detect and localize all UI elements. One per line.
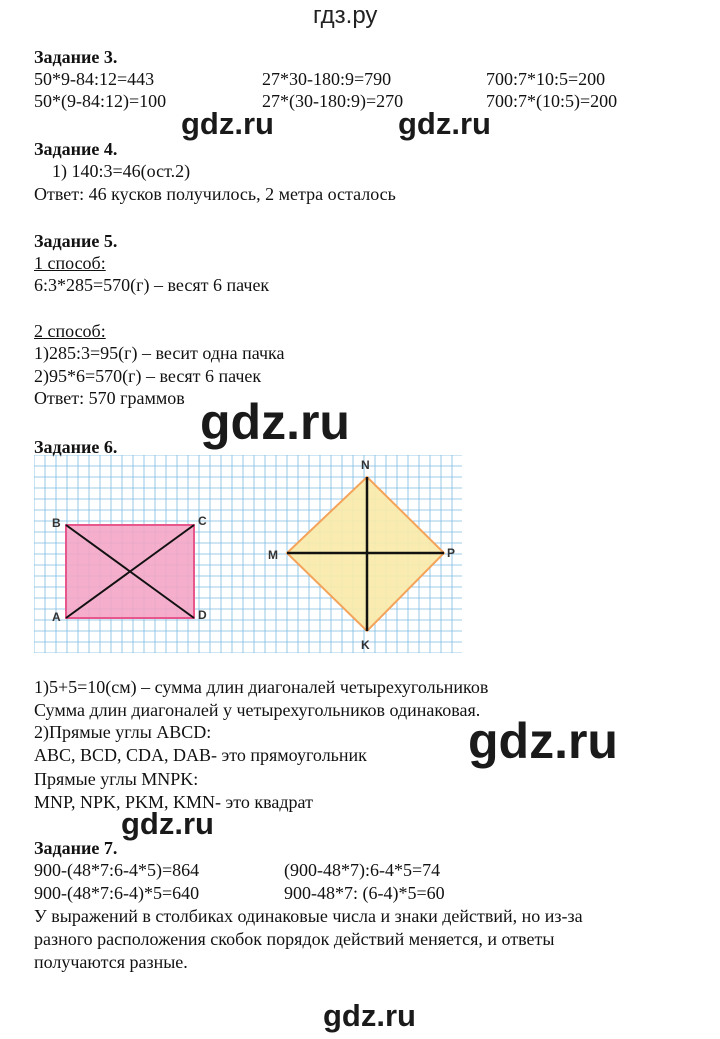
task3-expr-1-2: 27*30-180:9=790: [262, 69, 392, 89]
task6-line1: 1)5+5=10(см) – сумма длин диагоналей четырехугольников: [34, 677, 489, 697]
watermark: gdz.ru: [323, 998, 416, 1033]
task6-title: Задание 6.: [34, 437, 118, 457]
task4-step: 1) 140:3=46(ост.2): [52, 161, 191, 181]
task6-line4: ABC, BCD, CDA, DAB- это прямоугольник: [34, 745, 367, 765]
site-header: гдз.ру: [313, 2, 378, 29]
task7-text-2: разного расположения скобок порядок действий меняется, и ответы: [34, 929, 555, 949]
geometry-figure: [34, 455, 462, 653]
task5-way2-line1: 1)285:3=95(г) – весит одна пачка: [34, 343, 285, 363]
watermark: gdz.ru: [468, 713, 618, 769]
watermark: gdz.ru: [200, 394, 350, 450]
task3-expr-2-1: 50*(9-84:12)=100: [34, 91, 167, 111]
task7-title: Задание 7.: [34, 838, 118, 858]
label-c: C: [198, 514, 207, 528]
task4-title: Задание 4.: [34, 139, 118, 159]
task3-title: Задание 3.: [34, 47, 118, 67]
label-m: M: [268, 548, 278, 562]
task6-line5: Прямые углы MNPK:: [34, 769, 199, 789]
task6-line6: MNP, NPK, PKM, KMN- это квадрат: [34, 792, 313, 812]
task6-line3: 2)Прямые углы ABCD:: [34, 722, 212, 742]
label-k: K: [361, 638, 370, 652]
task7-expr-1-1: 900-(48*7:6-4*5)=864: [34, 860, 200, 880]
task5-answer: Ответ: 570 граммов: [34, 388, 185, 408]
watermark: gdz.ru: [121, 806, 214, 841]
label-d: D: [198, 608, 207, 622]
watermark: gdz.ru: [398, 106, 491, 141]
task7-expr-2-1: 900-(48*7:6-4)*5=640: [34, 883, 200, 903]
task6-line2: Сумма длин диагоналей у четырехугольников одинаковая.: [34, 700, 481, 720]
label-b: B: [52, 516, 61, 530]
task4-answer: Ответ: 46 кусков получилось, 2 метра осталось: [34, 184, 396, 204]
task3-expr-2-2: 27*(30-180:9)=270: [262, 91, 404, 111]
task7-text-1: У выражений в столбиках одинаковые числа и знаки действий, но из-за: [34, 906, 583, 926]
task5-way1-line: 6:3*285=570(г) – весят 6 пачек: [34, 275, 270, 295]
task5-way2-line2: 2)95*6=570(г) – весят 6 пачек: [34, 366, 262, 386]
task5-way2: 2 способ:: [34, 321, 106, 341]
task3-expr-1-3: 700:7*10:5=200: [486, 69, 606, 89]
task5-title: Задание 5.: [34, 231, 118, 251]
task7-text-3: получаются разные.: [34, 952, 188, 972]
label-n: N: [361, 458, 370, 472]
label-p: P: [447, 546, 456, 560]
label-a: A: [52, 610, 61, 624]
task3-expr-1-1: 50*9-84:12=443: [34, 69, 155, 89]
task7-expr-2-2: 900-48*7: (6-4)*5=60: [284, 883, 445, 903]
task5-way1: 1 способ:: [34, 253, 106, 273]
task7-expr-1-2: (900-48*7):6-4*5=74: [284, 860, 441, 880]
task3-expr-2-3: 700:7*(10:5)=200: [486, 91, 618, 111]
watermark: gdz.ru: [181, 106, 274, 141]
